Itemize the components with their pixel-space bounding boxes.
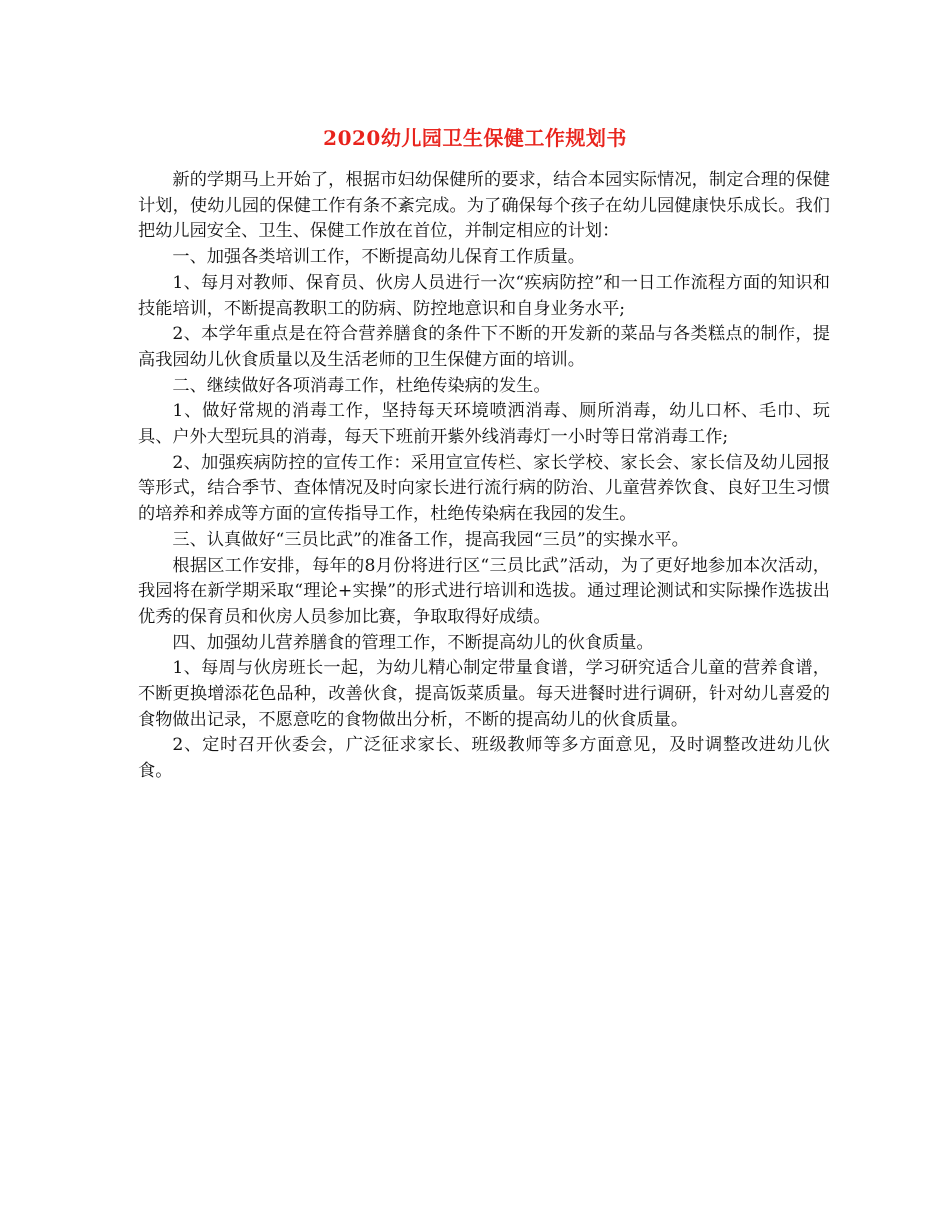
paragraph-1-2: 2、本学年重点是在符合营养膳食的条件下不断的开发新的菜品与各类糕点的制作，提高我园幼儿伙食质量以及生活老师的卫生保健方面的培训。 (138, 324, 830, 370)
document-title: 2020幼儿园卫生保健工作规划书 (323, 126, 627, 150)
paragraph-3-1: 根据区工作安排，每年的8月份将进行区“三员比武”活动，为了更好地参加本次活动，我园将在新学期采取“理论+实操”的形式进行培训和选拔。通过理论测试和实际操作选拔出优秀的保育员和伙房人员参加比赛，争取取得好成绩。 (138, 555, 830, 627)
document-body (138, 168, 830, 785)
section-heading-2: 二、继续做好各项消毒工作，杜绝传染病的发生。 (172, 375, 551, 396)
paragraph-2-1: 1、做好常规的消毒工作，坚持每天环境喷洒消毒、厕所消毒，幼儿口杯、毛巾、玩具、户外大型玩具的消毒，每天下班前开紫外线消毒灯一小时等日常消毒工作; (138, 401, 830, 448)
paragraph-4-2: 2、定时召开伙委会，广泛征求家长、班级教师等多方面意见，及时调整改进幼儿伙食。 (138, 735, 830, 782)
paragraph-intro: 新的学期马上开始了，根据市妇幼保健所的要求，结合本园实际情况，制定合理的保健计划，使幼儿园的保健工作有条不紊完成。为了确保每个孩子在幼儿园健康快乐成长。我们把幼儿园安全、卫生、保健工作放在首位，并制定相应的计划： (138, 170, 830, 242)
paragraph-2-2: 2、加强疾病防控的宣传工作：采用宣宣传栏、家长学校、家长会、家长信及幼儿园报等形式，结合季节、查体情况及时向家长进行流行病的防治、儿童营养饮食、良好卫生习惯的培养和养成等方面的宣传指导工作，杜绝传染病在我园的发生。 (138, 452, 830, 525)
section-heading-1: 一、加强各类培训工作，不断提高幼儿保育工作质量。 (172, 247, 585, 268)
section-heading-4: 四、加强幼儿营养膳食的管理工作，不断提高幼儿的伙食质量。 (172, 632, 654, 653)
paragraph-1-1: 1、每月对教师、保育员、伙房人员进行一次“疾病防控”和一日工作流程方面的知识和技能培训，不断提高教职工的防病、防控地意识和自身业务水平; (138, 272, 830, 319)
section-heading-3: 三、认真做好“三员比武”的准备工作，提高我园“三员”的实操水平。 (172, 529, 689, 550)
paragraph-4-1: 1、每周与伙房班长一起，为幼儿精心制定带量食谱，学习研究适合儿童的营养食谱，不断更换增添花色品种，改善伙食，提高饭菜质量。每天进餐时进行调研，针对幼儿喜爱的食物做出记录，不愿意吃的食物做出分析，不断的提高幼儿的伙食质量。 (138, 658, 830, 730)
